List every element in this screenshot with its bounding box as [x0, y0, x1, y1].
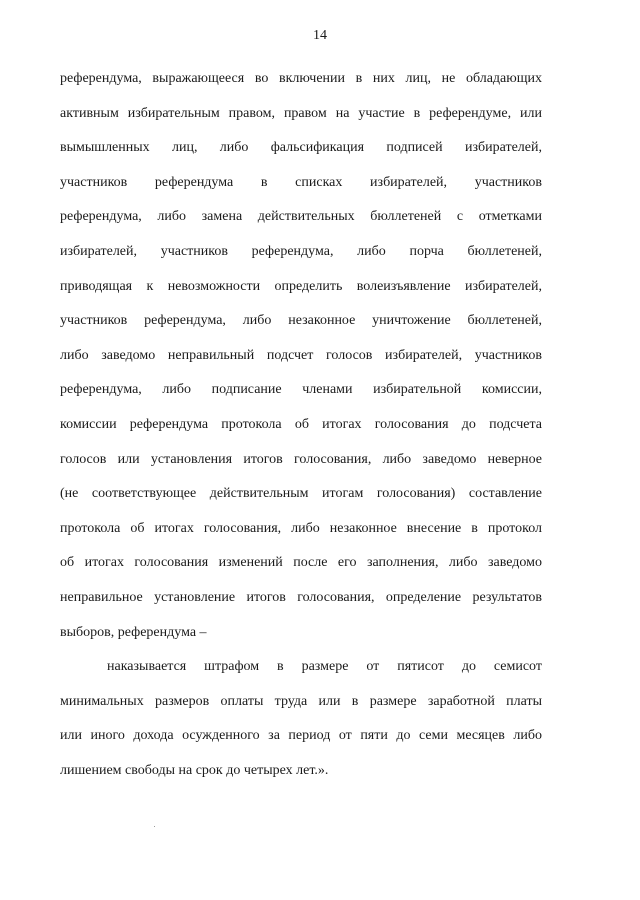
text-line: наказывается штрафом в размере от пятисот до семисот: [107, 659, 542, 675]
text-line: (не соответствующее действительным итогам голосования) составление: [60, 486, 542, 502]
text-line: приводящая к невозможности определить волеизъявление избирателей,: [60, 278, 542, 294]
text-line: голосов или установления итогов голосования, либо заведомо неверное: [60, 451, 542, 467]
scan-speck: [154, 826, 155, 827]
text-line: комиссии референдума протокола об итогах голосования до подсчета: [60, 416, 542, 432]
text-line: либо заведомо неправильный подсчет голосов избирателей, участников: [60, 347, 542, 363]
text-line: участников референдума в списках избирателей, участников: [60, 174, 542, 190]
text-line: референдума, выражающееся во включении в них лиц, не обладающих: [60, 71, 542, 86]
text-line: активным избирательным правом, правом на участие в референдуме, или: [60, 105, 542, 121]
paragraph-penalty: [60, 650, 542, 788]
document-body: [60, 62, 542, 788]
text-line: неправильное установление итогов голосования, определение результатов: [60, 589, 542, 605]
text-line: выборов, референдума –: [60, 624, 207, 640]
text-line: вымышленных лиц, либо фальсификация подписей избирателей,: [60, 140, 542, 156]
paragraph-offense-description: [60, 62, 542, 650]
text-line: или иного дохода осужденного за период от пяти до семи месяцев либо: [60, 728, 542, 744]
text-line: избирателей, участников референдума, либо порча бюллетеней,: [60, 243, 542, 259]
text-line: протокола об итогах голосования, либо незаконное внесение в протокол: [60, 520, 542, 536]
text-line: об итогах голосования изменений после его заполнения, либо заведомо: [60, 555, 542, 571]
text-line: участников референдума, либо незаконное уничтожение бюллетеней,: [60, 313, 542, 329]
text-line: референдума, либо подписание членами избирательной комиссии,: [60, 382, 542, 398]
text-line: лишением свободы на срок до четырех лет.».: [60, 762, 329, 778]
page-number: 14: [313, 28, 327, 43]
text-line: референдума, либо замена действительных бюллетеней с отметками: [60, 209, 542, 225]
text-line: минимальных размеров оплаты труда или в размере заработной платы: [60, 693, 542, 709]
